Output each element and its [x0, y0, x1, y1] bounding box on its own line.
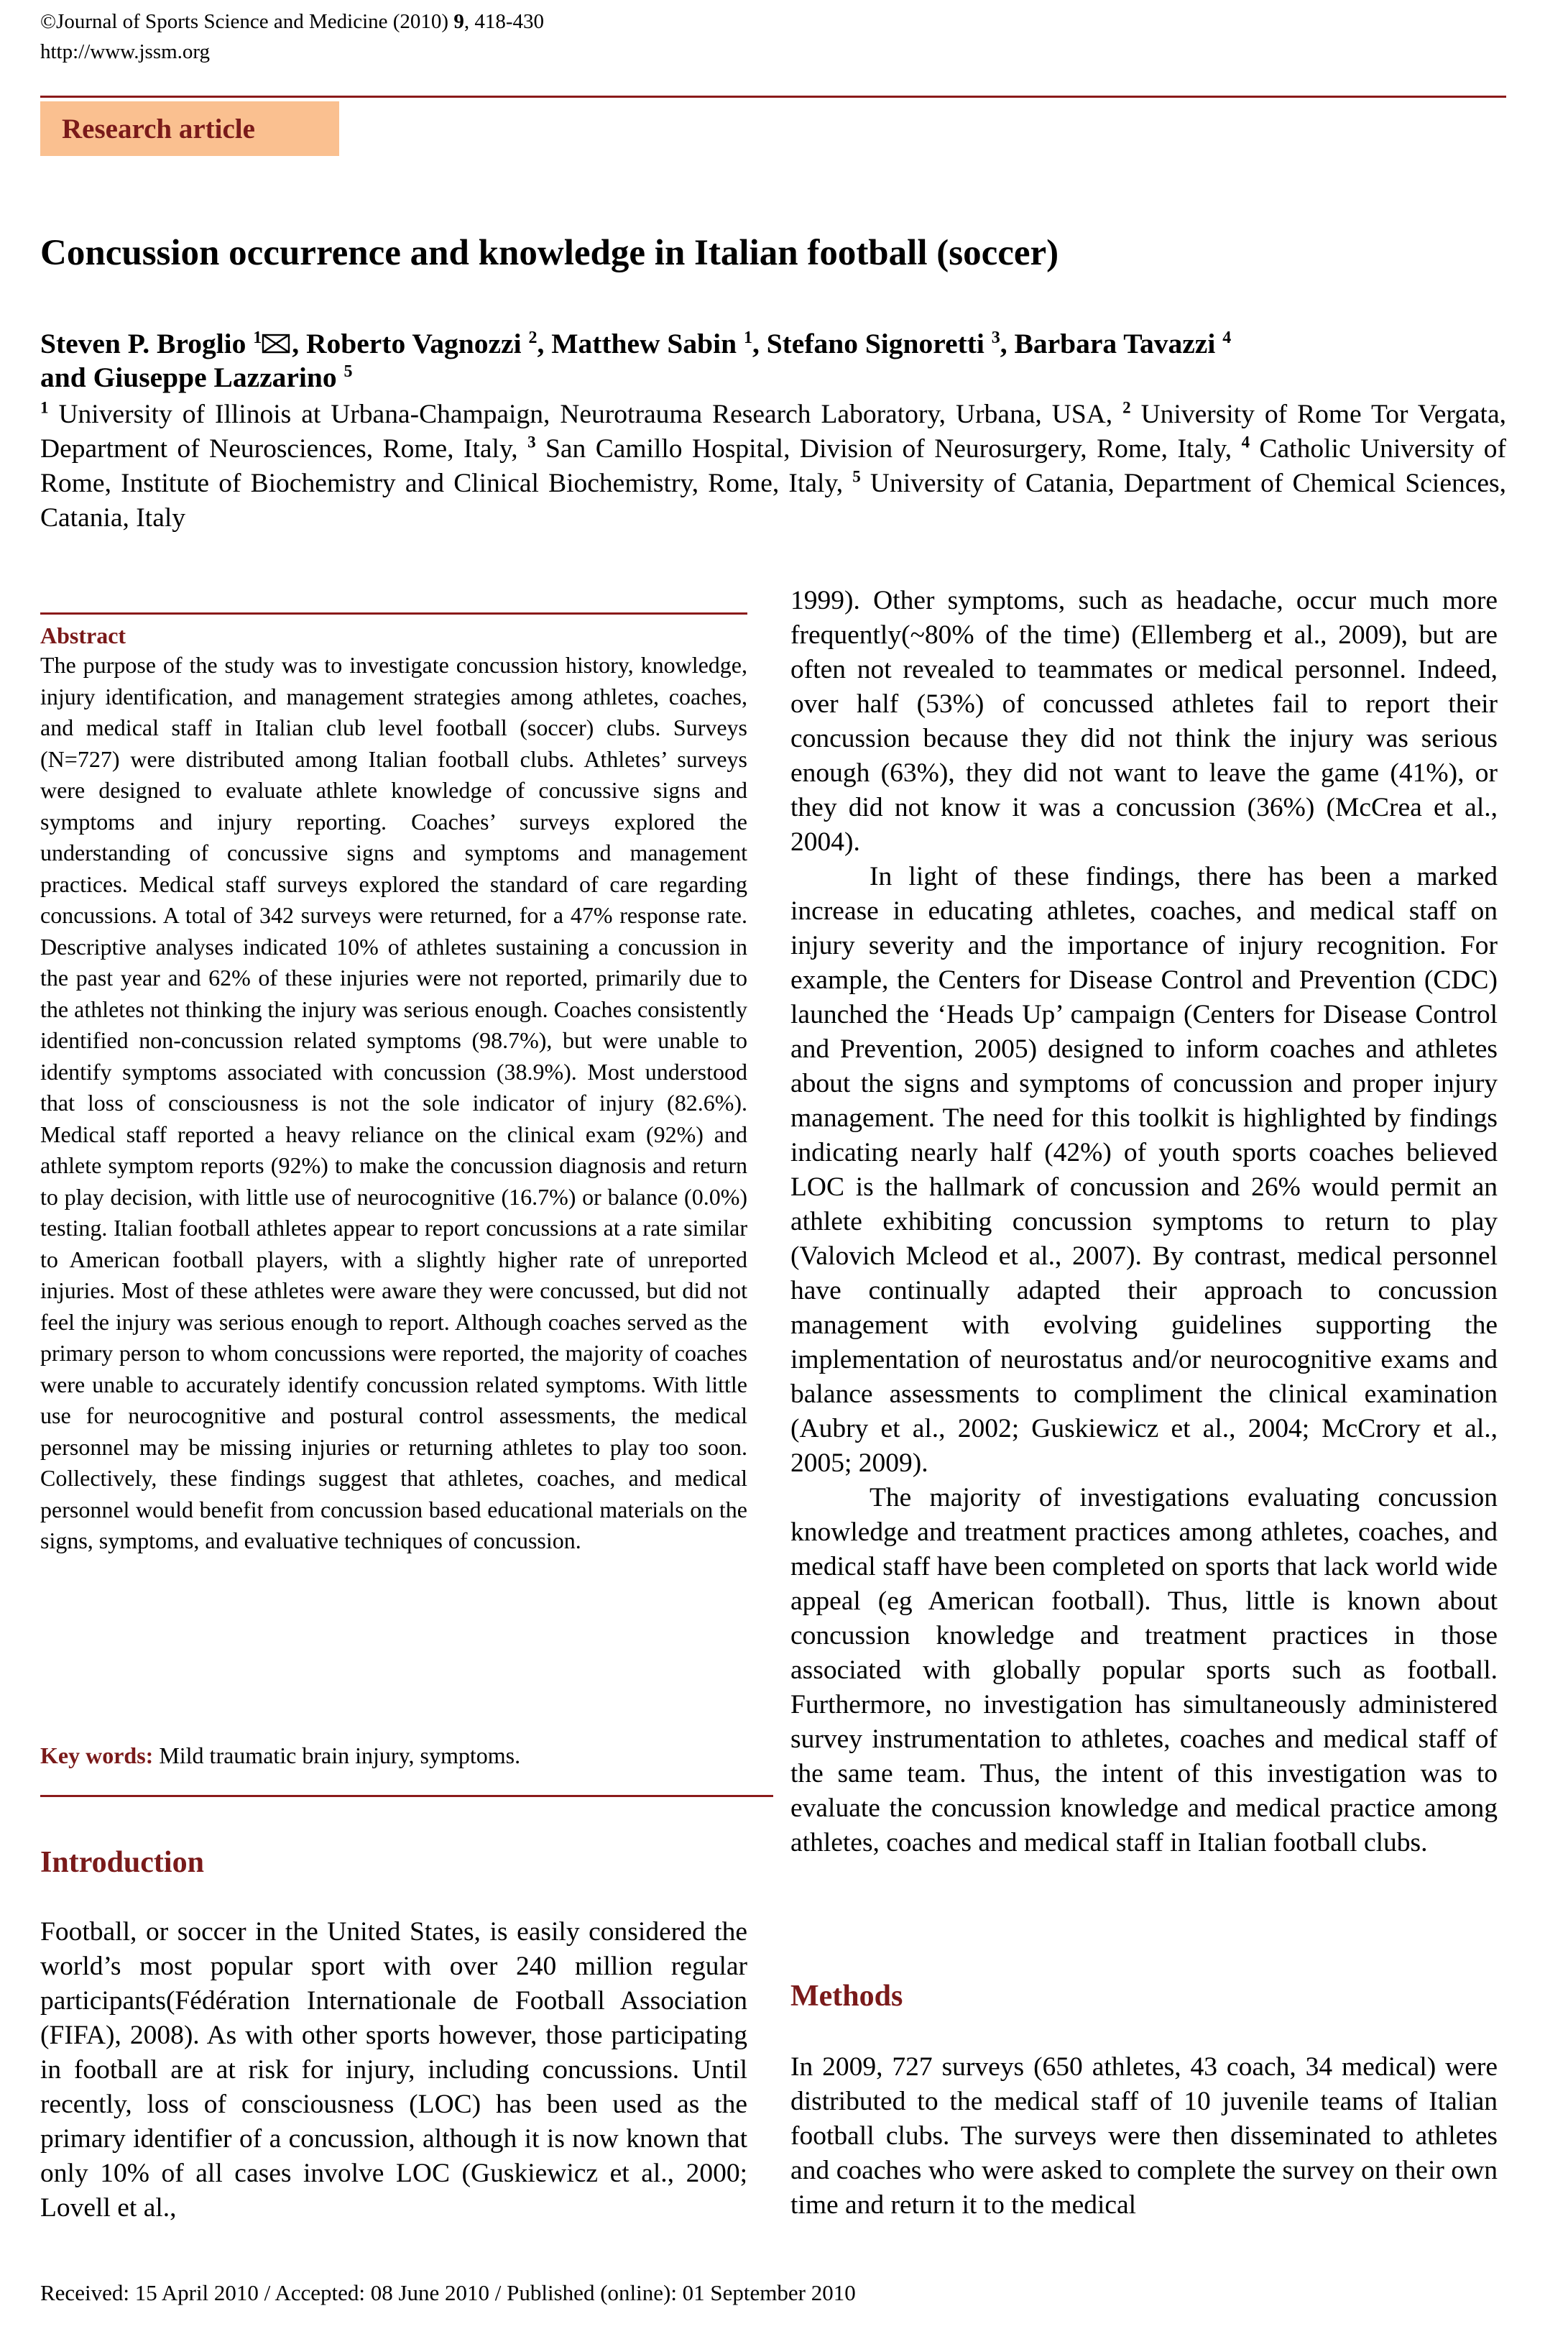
affiliation-text: University of Catania, Department of Chemical Sciences, Catania, Italy — [40, 469, 1506, 533]
author-name: Steven P. Broglio — [40, 328, 254, 359]
author-affil-ref: 1 — [743, 328, 752, 347]
affiliation-text: Catholic University of Rome, Institute of Biochemistry and Clinical Biochemistry, Rome, Italy, — [40, 434, 1507, 498]
introduction-paragraph: In light of these findings, there has been a marked increase in educating athletes, coaches, and medical staff on injury severity and the importance of injury recognition. For example, the Centers for Disease Control and Prevention (CDC) launched the ‘Heads Up’ campaign (Centers for Disease Control and Prevention, 2005) designed to inform coaches and athletes about the signs and symptoms of concussion and proper injury management. The need for this toolkit is highlighted by findings indicating nearly half (42%) of youth sports coaches believed LOC is the hallmark of concussion and 26% would permit an athlete exhibiting concussion symptoms to return to play (Valovich Mcleod et al., 2007). By contrast, medical personnel have continually adapted their approach to concussion management with evolving guidelines supporting the implementation of neurostatus and/or neurocognitive exams and balance assessments to compliment the clinical examination (Aubry et al., 2002; Guskiewicz et al., 2004; McCrory et al., 2005; 2009). — [790, 862, 1498, 1478]
abstract-top-rule — [40, 612, 747, 615]
author-conjunction: and — [40, 362, 93, 393]
methods-text — [790, 2050, 1498, 2223]
journal-citation-prefix: ©Journal of Sports Science and Medicine (2010) — [40, 10, 454, 33]
affiliation-text: University of Rome Tor Vergata, Department of Neurosciences, Rome, Italy, — [40, 400, 1506, 464]
right-column-text — [790, 584, 1498, 1860]
author-affil-ref: 1 — [253, 328, 262, 347]
journal-pages: , 418-430 — [464, 10, 544, 33]
abstract-text: The purpose of the study was to investigate concussion history, knowledge, injury identification, and management strategies among athletes, coaches, and medical staff in Italian club level football (soccer) clubs. Surveys (N=727) were distributed among Italian football clubs. Athletes’ surveys were designed to evaluate athlete knowledge of concussive signs and symptoms and injury reporting. Coaches’ surveys explored the understanding of concussive signs and symptoms and management practices. Medical staff surveys explored the standard of care regarding concussions. A total of 342 surveys were returned, for a 47% response rate. Descriptive analyses indicated 10% of athletes sustaining a concussion in the past year and 62% of these injuries were not reported, primarily due to the athletes not thinking the injury was serious enough. Coaches consistently identified non-concussion related symptoms (98.7%), but were unable to identify symptoms associated with concussion (38.9%). Most understood that loss of consciousness is not the sole indicator of injury (82.6%). Medical staff reported a heavy reliance on the clinical exam (92%) and athlete symptom reports (92%) to make the concussion diagnosis and return to play decision, with little use of neurocognitive (16.7%) or balance (0.0%) testing. Italian football athletes appear to report concussions at a rate similar to American football players, with a slightly higher rate of unreported injuries. Most of these athletes were aware they were concussed, but did not feel the injury was serious enough to report. Although coaches served as the primary person to whom concussions were reported, the majority of coaches were unable to accurately identify concussion related symptoms. With little use for neurocognitive and postural control assessments, the medical personnel may be missing injuries or returning athletes to play too soon. Collectively, these findings suggest that athletes, coaches, and medical personnel would benefit from concussion based educational materials on the signs, symptoms, and evaluative techniques of concussion. — [40, 652, 747, 1553]
affiliation-text: University of Illinois at Urbana-Champaign, Neurotrauma Research Laboratory, Urbana, USA, — [48, 400, 1123, 429]
journal-url[interactable]: http://www.jssm.org — [40, 40, 211, 63]
affiliation-text: San Camillo Hospital, Division of Neurosurgery, Rome, Italy, — [535, 434, 1242, 464]
article-type-badge — [40, 101, 339, 156]
author-name: Giuseppe Lazzarino — [93, 362, 344, 393]
abstract-bottom-rule — [40, 1795, 773, 1797]
introduction-paragraph: Football, or soccer in the United States, is easily considered the world’s most popular sport with over 240 million regular participants(Fédération Internationale de Football Association (FIFA), 2008). As with other sports however, those participating in football are at risk for injury, including concussions. Until recently, loss of consciousness (LOC) has been used as the primary identifier of a concussion, although it is now known that only 10% of all cases involve LOC (Guskiewicz et al., 2000; Lovell et al., — [40, 1917, 747, 2223]
publication-dates: Received: 15 April 2010 / Accepted: 08 June 2010 / Published (online): 01 September 2010 — [40, 2280, 856, 2305]
header-divider — [40, 96, 1506, 98]
journal-citation — [40, 9, 544, 35]
introduction-heading: Introduction — [40, 1846, 204, 1879]
author-name: Stefano Signoretti — [766, 328, 992, 359]
author-affil-ref: 5 — [343, 362, 353, 381]
article-type-label: Research article — [62, 114, 255, 144]
methods-paragraph: In 2009, 727 surveys (650 athletes, 43 coach, 34 medical) were distributed to the medical staff of 10 juvenile teams of Italian football clubs. The surveys were then disseminated to athletes and coaches who were asked to complete the survey on their own time and return it to the medical — [790, 2052, 1498, 2220]
methods-heading: Methods — [790, 1980, 903, 2013]
author-affil-ref: 3 — [991, 328, 1000, 347]
keywords-text: Mild traumatic brain injury, symptoms. — [153, 1742, 521, 1768]
affiliation-list: $^1$ University of Illinois at Urbana-Champaign, Neurotrauma Research Laboratory, Urbana, USA, $^2$ University of Rome Tor Vergata, Department of Neurosciences, Rome, Italy, $^3$ San Camillo Hospital, Division of Neurosurgery, Rome, Italy, $^4$ Catholic University of Rome, Institute of Biochemistry and Clinical Biochemistry, Rome, Italy, $^5$ University of Catania, Department of Chemical Sciences, Catania, Italy — [40, 398, 1507, 533]
introduction-paragraph: 1999). Other symptoms, such as headache, occur much more frequently(~80% of the time) (Ellemberg et al., 2009), but are often not revealed to teammates or medical personnel. Indeed, over half (53%) of concussed athletes fail to report their concussion because they did not think the injury was serious enough (63%), they did not want to leave the game (41%), or they did not know it was a concussion (36%) (McCrea et al., 2004). — [790, 586, 1498, 857]
keywords — [40, 1742, 520, 1769]
author-list: Steven P. Broglio $^1$ , Roberto Vagnozzi $^2$, Matthew Sabin $^1$, Stefano Signoretti $^3$, Barbara Tavazzi $^4$ and Giuseppe Lazzarino $^5$ — [40, 328, 1232, 393]
introduction-paragraph: The majority of investigations evaluating concussion knowledge and treatment practices among athletes, coaches, and medical staff have been completed on sports that lack world wide appeal (eg American football). Thus, little is known about concussion knowledge and treatment practices in those associated with globally popular sports such as football. Furthermore, no investigation has simultaneously administered survey instrumentation to athletes, coaches and medical staff of the same team. Thus, the intent of this investigation was to evaluate the concussion knowledge and medical practice among athletes, coaches and medical staff in Italian football clubs. — [790, 1483, 1498, 1857]
article-title: Concussion occurrence and knowledge in Italian football (soccer) — [40, 233, 1059, 273]
abstract-heading: Abstract — [40, 623, 126, 648]
author-name: Matthew Sabin — [551, 328, 744, 359]
journal-volume: 9 — [453, 10, 464, 33]
author-affil-ref: 4 — [1222, 328, 1232, 347]
author-name: Barbara Tavazzi — [1014, 328, 1223, 359]
author-name: Roberto Vagnozzi — [306, 328, 529, 359]
envelope-icon[interactable] — [262, 333, 292, 354]
keywords-label: Key words: — [40, 1742, 154, 1768]
author-affil-ref: 2 — [528, 328, 538, 347]
introduction-text-left — [40, 1915, 747, 2225]
